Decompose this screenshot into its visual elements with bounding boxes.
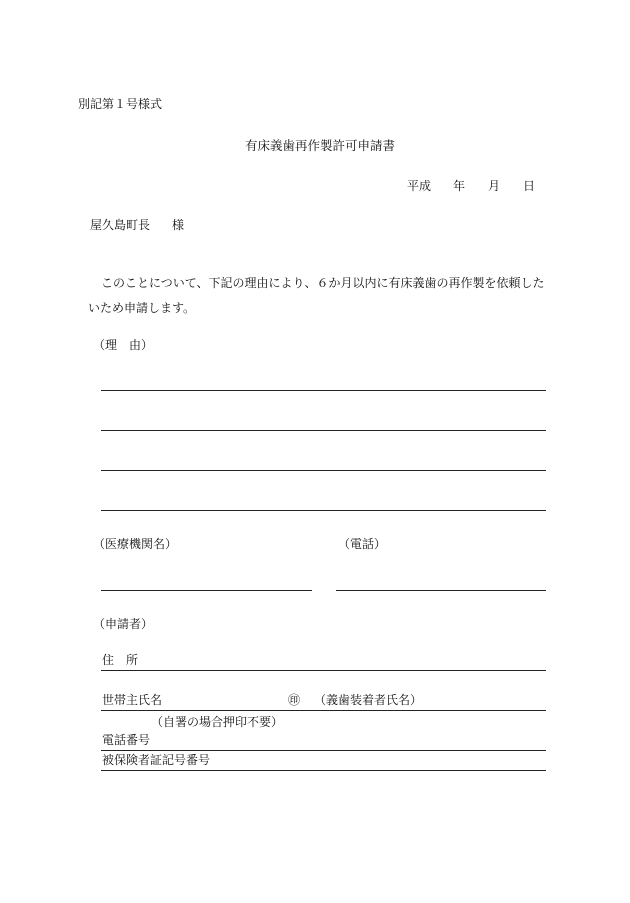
reason-label: （理 由）: [93, 338, 154, 352]
reason-line-1[interactable]: [101, 390, 546, 391]
applicant-label: （申請者）: [93, 617, 154, 631]
signature-note: （自署の場合押印不要）: [151, 715, 284, 729]
date-year: 年: [453, 179, 466, 193]
householder-label: 世帯主氏名: [102, 693, 163, 707]
date-era: 平成: [407, 179, 432, 193]
phone-line[interactable]: [336, 590, 546, 591]
addressee-name: 屋久島町長: [90, 218, 151, 232]
wearer-label: （義歯装着者氏名）: [314, 693, 423, 707]
date-day: 日: [523, 179, 536, 193]
phone-number-label: 電話番号: [102, 733, 151, 747]
body-text: このことについて、下記の理由により、６か月以内に有床義歯の再作製を依頼したいため申請します。: [88, 276, 545, 315]
form-number: 別記第１号様式: [78, 97, 163, 111]
reason-line-2[interactable]: [101, 430, 546, 431]
reason-line-4[interactable]: [101, 510, 546, 511]
institution-label: （医療機関名）: [93, 537, 178, 551]
address-field[interactable]: [101, 653, 546, 671]
institution-line[interactable]: [101, 590, 312, 591]
addressee-honorific: 様: [172, 218, 185, 232]
document-title: 有床義歯再作製許可申請書: [245, 138, 396, 153]
body-paragraph: [88, 271, 550, 321]
insurance-number-label: 被保険者証記号番号: [102, 753, 211, 767]
seal-mark: ㊞: [288, 693, 301, 707]
phone-label: （電話）: [338, 537, 387, 551]
householder-field[interactable]: [101, 693, 546, 711]
date-month: 月: [488, 179, 501, 193]
address-label: 住 所: [102, 653, 139, 667]
insurance-number-field[interactable]: [101, 753, 546, 771]
reason-line-3[interactable]: [101, 470, 546, 471]
phone-number-field[interactable]: [101, 733, 546, 751]
